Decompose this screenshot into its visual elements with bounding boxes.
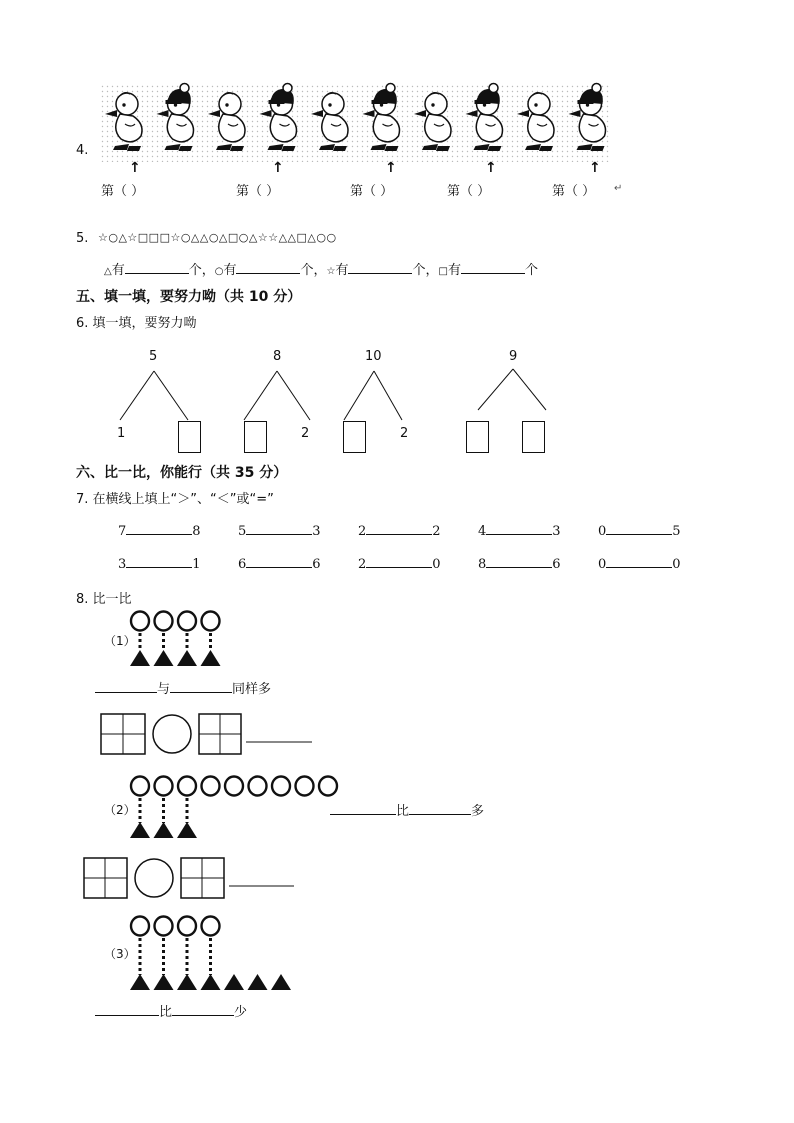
ordinal-answer-blank[interactable]: 第（ ） xyxy=(552,184,596,199)
compare-blank[interactable] xyxy=(246,555,312,568)
q4-number: 4. xyxy=(76,143,89,158)
triangle-shape xyxy=(154,974,174,990)
part3-blank-a[interactable] xyxy=(95,1003,159,1016)
up-arrow-icon: ↑ xyxy=(385,160,397,176)
circle-shape xyxy=(202,777,220,796)
has-label: 有 xyxy=(111,263,125,278)
q5-answer-line xyxy=(104,259,538,278)
part2-blank-b[interactable] xyxy=(409,802,471,815)
triangle-shape xyxy=(154,650,174,666)
section-five-title: 五、填一填，要努力呦（共 10 分） xyxy=(76,289,302,305)
star-symbol: ☆ xyxy=(326,266,336,277)
tree3-right: 2 xyxy=(400,426,409,441)
circle-shape xyxy=(225,777,243,796)
tree2-right: 2 xyxy=(301,426,310,441)
return-mark: ↵ xyxy=(614,183,623,194)
left-number: 6 xyxy=(238,557,247,572)
part3-label: （3） xyxy=(104,947,136,961)
compare-blank[interactable] xyxy=(606,522,672,535)
part1-blank-a[interactable] xyxy=(95,680,157,693)
comparison-item xyxy=(358,522,441,539)
tree4-left-box[interactable] xyxy=(466,421,489,453)
compare-blank[interactable] xyxy=(366,555,432,568)
comparison-item xyxy=(478,522,561,539)
triangle-shape xyxy=(177,650,197,666)
triangle-shape xyxy=(177,974,197,990)
has-label: 有 xyxy=(447,263,461,278)
q7-text: 在横线上填上“＞”、“＜”或“=” xyxy=(92,492,274,507)
left-number: 3 xyxy=(118,557,127,572)
part3-blank-b[interactable] xyxy=(172,1003,234,1016)
up-arrow-icon: ↑ xyxy=(485,160,497,176)
triangle-shape xyxy=(224,974,244,990)
tree2-top: 8 xyxy=(273,349,282,364)
left-number: 4 xyxy=(478,524,487,539)
triangle-shape xyxy=(201,650,221,666)
ordinal-answer-blank[interactable]: 第（ ） xyxy=(350,184,394,199)
q6-prompt xyxy=(76,312,197,331)
left-number: 2 xyxy=(358,557,367,572)
has-label: 有 xyxy=(223,263,237,278)
tree4-right-box[interactable] xyxy=(522,421,545,453)
circle-shape xyxy=(178,612,196,631)
part2-label: （2） xyxy=(104,803,136,817)
part1-word-with: 与 xyxy=(157,682,171,697)
right-number: 1 xyxy=(192,557,201,572)
part2-answer-boxes xyxy=(83,856,298,902)
right-number: 5 xyxy=(672,524,681,539)
q8-prompt xyxy=(76,588,132,607)
comparison-item xyxy=(598,522,681,539)
circle-shape xyxy=(155,777,173,796)
circle-shape xyxy=(319,777,337,796)
comparison-item xyxy=(238,522,321,539)
q8-text: 比一比 xyxy=(92,592,132,607)
part3-word-than: 比 xyxy=(159,1005,173,1020)
part3-answer-line xyxy=(95,1001,247,1020)
circle-shape xyxy=(178,917,196,936)
has-label: 有 xyxy=(335,263,349,278)
circle-shape xyxy=(202,917,220,936)
part1-figure xyxy=(130,611,220,669)
part1-answer-line xyxy=(95,678,271,697)
compare-blank[interactable] xyxy=(126,522,192,535)
square-symbol: □ xyxy=(438,266,448,277)
q6-number: 6. xyxy=(76,316,89,331)
triangle-symbol: △ xyxy=(104,266,112,277)
star-count-blank[interactable] xyxy=(348,261,412,274)
q6-text: 填一填，要努力呦 xyxy=(92,316,197,331)
unit-label: 个 xyxy=(524,263,538,278)
part2-word-than: 比 xyxy=(396,804,410,819)
compare-blank[interactable] xyxy=(486,555,552,568)
tree3-top: 10 xyxy=(365,349,382,364)
tree2-branches xyxy=(242,370,322,422)
comparison-item xyxy=(478,555,561,572)
unit-label: 个， xyxy=(188,263,215,278)
right-number: 6 xyxy=(552,557,561,572)
left-number: 5 xyxy=(238,524,247,539)
tree1-branches xyxy=(118,370,198,422)
ordinal-answer-blank[interactable]: 第（ ） xyxy=(447,184,491,199)
tree3-branches xyxy=(342,370,422,422)
tree1-left: 1 xyxy=(117,426,126,441)
part1-blank-b[interactable] xyxy=(170,680,232,693)
triangle-shape xyxy=(271,974,291,990)
left-number: 2 xyxy=(358,524,367,539)
right-number: 3 xyxy=(552,524,561,539)
compare-blank[interactable] xyxy=(246,522,312,535)
q7-prompt xyxy=(76,488,274,507)
part2-answer-line xyxy=(330,800,484,819)
circle-shape xyxy=(131,777,149,796)
triangle-shape xyxy=(154,822,174,838)
right-number: 2 xyxy=(432,524,441,539)
tree4-top: 9 xyxy=(509,349,518,364)
part1-answer-boxes xyxy=(100,712,315,758)
tree4-branches xyxy=(476,368,556,414)
left-number: 7 xyxy=(118,524,127,539)
circle-shape xyxy=(272,777,290,796)
square-count-blank[interactable] xyxy=(461,261,525,274)
circle-count-blank[interactable] xyxy=(236,261,300,274)
triangle-count-blank[interactable] xyxy=(125,261,189,274)
part1-word-same: 同样多 xyxy=(232,682,272,697)
circle-shape xyxy=(249,777,267,796)
circle-shape xyxy=(131,917,149,936)
unit-label: 个， xyxy=(300,263,327,278)
part2-word-more: 多 xyxy=(471,804,485,819)
section-six-title: 六、比一比，你能行（共 35 分） xyxy=(76,465,288,481)
triangle-shape xyxy=(248,974,268,990)
compare-blank[interactable] xyxy=(366,522,432,535)
up-arrow-icon: ↑ xyxy=(129,160,141,176)
tree1-right-box[interactable] xyxy=(178,421,201,453)
circle-shape xyxy=(202,612,220,631)
right-number: 3 xyxy=(312,524,321,539)
tree3-left-box[interactable] xyxy=(343,421,366,453)
unit-label: 个， xyxy=(412,263,439,278)
up-arrow-icon: ↑ xyxy=(272,160,284,176)
shape-sequence: ☆○△☆□□□☆○△△○△□○△☆☆△△□△○○ xyxy=(98,231,337,244)
right-number: 0 xyxy=(672,557,681,572)
comparison-item xyxy=(598,555,681,572)
right-number: 8 xyxy=(192,524,201,539)
circle-shape xyxy=(155,917,173,936)
part1-label: （1） xyxy=(104,634,136,648)
tree1-top: 5 xyxy=(149,349,158,364)
right-number: 6 xyxy=(312,557,321,572)
comparison-item xyxy=(238,555,321,572)
circle-shape xyxy=(178,777,196,796)
q5-number: 5. xyxy=(76,231,89,246)
q8-number: 8. xyxy=(76,592,89,607)
ordinal-answer-blank[interactable]: 第（ ） xyxy=(101,184,145,199)
circle-shape xyxy=(131,612,149,631)
part3-figure xyxy=(130,914,300,994)
part3-word-less: 少 xyxy=(234,1005,248,1020)
triangle-shape xyxy=(130,974,150,990)
tree2-left-box[interactable] xyxy=(244,421,267,453)
duck-strip xyxy=(100,84,610,162)
left-number: 8 xyxy=(478,557,487,572)
left-number: 0 xyxy=(598,524,607,539)
part2-blank-a[interactable] xyxy=(330,802,396,815)
compare-blank[interactable] xyxy=(486,522,552,535)
left-number: 0 xyxy=(598,557,607,572)
comparison-item xyxy=(358,555,441,572)
comparison-item xyxy=(118,555,201,572)
part2-figure xyxy=(130,774,340,842)
comparison-item xyxy=(118,522,201,539)
circle-symbol: ○ xyxy=(214,266,224,277)
triangle-shape xyxy=(177,822,197,838)
right-number: 0 xyxy=(432,557,441,572)
ordinal-answer-blank[interactable]: 第（ ） xyxy=(236,184,280,199)
q7-number: 7. xyxy=(76,492,89,507)
triangle-shape xyxy=(130,822,150,838)
triangle-shape xyxy=(201,974,221,990)
circle-shape xyxy=(296,777,314,796)
up-arrow-icon: ↑ xyxy=(589,160,601,176)
compare-blank[interactable] xyxy=(606,555,672,568)
circle-shape xyxy=(155,612,173,631)
compare-blank[interactable] xyxy=(126,555,192,568)
triangle-shape xyxy=(130,650,150,666)
